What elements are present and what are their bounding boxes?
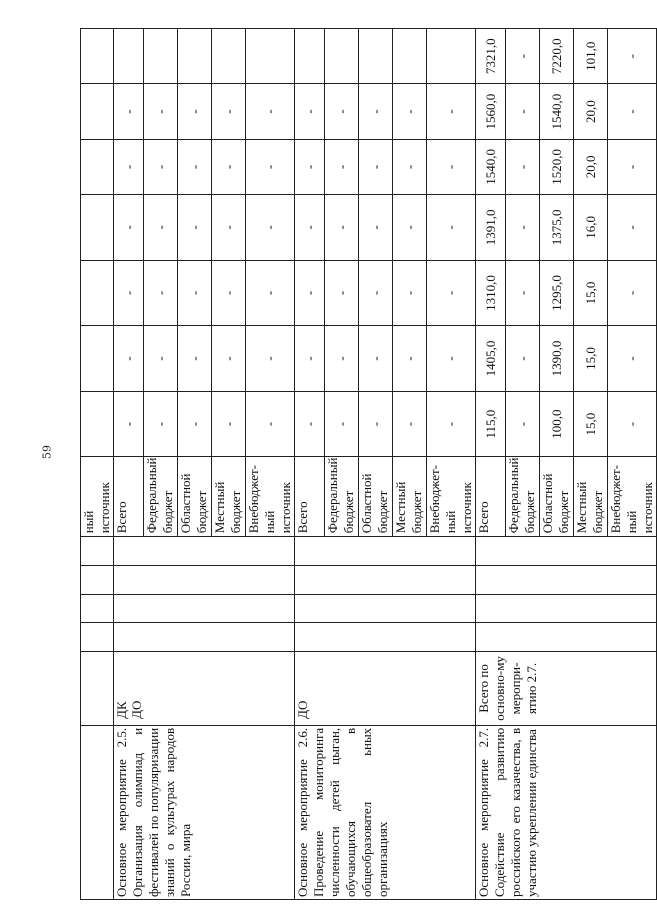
value-cell: -	[506, 260, 540, 326]
value-cell: 16,0	[574, 195, 608, 261]
rotated-table-container	[80, 28, 655, 900]
value-cell: -	[608, 84, 657, 139]
source-cell: Областной бюджет	[540, 457, 574, 537]
value-cell: -	[144, 139, 178, 194]
value-cell: -	[246, 326, 295, 392]
value-cell: -	[325, 139, 359, 194]
value-cell: 7321,0	[476, 29, 506, 84]
value-cell: -	[114, 84, 144, 139]
value-cell: -	[393, 195, 427, 261]
value-cell: -	[295, 326, 325, 392]
value-cell: -	[144, 391, 178, 457]
source-cell: Всего	[476, 457, 506, 537]
value-cell: 1310,0	[476, 260, 506, 326]
source-cell: Всего	[295, 457, 325, 537]
value-cell: -	[178, 139, 212, 194]
value-cell: -	[178, 326, 212, 392]
value-cell: -	[144, 326, 178, 392]
source-cell: Областной бюджет	[359, 457, 393, 537]
value-cell: -	[427, 260, 476, 326]
value-cell: -	[506, 29, 540, 84]
activity-cell: Основное мероприятие 2.5. Организация олимпиад и фестивалей по популяризации знаний о культурах народов России, мира	[114, 725, 295, 899]
value-cell: 20,0	[574, 139, 608, 194]
value-cell: -	[246, 260, 295, 326]
value-cell: -	[359, 391, 393, 457]
value-cell: -	[212, 260, 246, 326]
table-row	[476, 29, 506, 900]
value-cell: -	[608, 139, 657, 194]
responsible-cell: ДО	[295, 652, 476, 726]
value-cell: -	[178, 84, 212, 139]
source-cell: Федеральный бюджет	[144, 457, 178, 537]
value-cell: -	[393, 84, 427, 139]
value-cell: -	[506, 84, 540, 139]
value-cell: -	[359, 195, 393, 261]
source-cell: Местный бюджет	[574, 457, 608, 537]
value-cell: -	[144, 260, 178, 326]
value-cell: -	[144, 195, 178, 261]
table-row	[295, 29, 325, 900]
value-cell: 1540,0	[476, 139, 506, 194]
value-cell: -	[295, 84, 325, 139]
source-cell: Внебюджет-ный источник	[608, 457, 657, 537]
value-cell: -	[246, 195, 295, 261]
value-cell: -	[608, 260, 657, 326]
value-cell: -	[506, 391, 540, 457]
value-cell: -	[427, 139, 476, 194]
value-cell: 115,0	[476, 391, 506, 457]
source-cell: Местный бюджет	[212, 457, 246, 537]
value-cell: -	[295, 391, 325, 457]
value-cell: -	[393, 139, 427, 194]
value-cell: -	[506, 326, 540, 392]
value-cell: 1390,0	[540, 326, 574, 392]
value-cell: 7220,0	[540, 29, 574, 84]
value-cell: -	[295, 195, 325, 261]
value-cell: 100,0	[540, 391, 574, 457]
source-cell: Областной бюджет	[178, 457, 212, 537]
value-cell: -	[178, 195, 212, 261]
value-cell: -	[178, 391, 212, 457]
value-cell: -	[212, 139, 246, 194]
value-cell: -	[506, 139, 540, 194]
value-cell: -	[114, 391, 144, 457]
value-cell: -	[427, 84, 476, 139]
value-cell: -	[246, 391, 295, 457]
value-cell: -	[608, 391, 657, 457]
budget-table	[80, 28, 657, 900]
value-cell: -	[212, 326, 246, 392]
value-cell: -	[325, 260, 359, 326]
source-cell: Федеральный бюджет	[506, 457, 540, 537]
value-cell: -	[114, 260, 144, 326]
value-cell: -	[393, 391, 427, 457]
value-cell: -	[608, 195, 657, 261]
value-cell: 1405,0	[476, 326, 506, 392]
value-cell: -	[212, 391, 246, 457]
value-cell: -	[114, 195, 144, 261]
table-row	[114, 29, 144, 900]
value-cell: -	[144, 84, 178, 139]
activity-cell: Основное мероприятие 2.6. Проведение мониторинга численности детей цыган, обучающихся в общеобразовател ьных организациях	[295, 725, 476, 899]
value-cell: -	[325, 195, 359, 261]
value-cell: -	[427, 391, 476, 457]
value-cell: -	[359, 260, 393, 326]
value-cell: -	[246, 84, 295, 139]
value-cell: -	[427, 326, 476, 392]
source-cell: Всего	[114, 457, 144, 537]
value-cell: 15,0	[574, 391, 608, 457]
activity-cell: Основное мероприятие 2.7. Содействие развитию российского его казачества, в участию укреплении единства	[476, 725, 657, 899]
value-cell: -	[295, 139, 325, 194]
value-cell: -	[608, 29, 657, 84]
value-cell: -	[427, 195, 476, 261]
source-cell: Внебюджет-ный источник	[246, 457, 295, 537]
value-cell: 15,0	[574, 260, 608, 326]
value-cell: -	[359, 139, 393, 194]
value-cell: -	[359, 84, 393, 139]
value-cell: 1540,0	[540, 84, 574, 139]
value-cell: -	[114, 326, 144, 392]
value-cell: -	[325, 391, 359, 457]
value-cell: 101,0	[574, 29, 608, 84]
value-cell: -	[295, 260, 325, 326]
total-label-cell: Всего по основно-му меропри-ятию 2.7.	[476, 652, 657, 726]
value-cell: 1295,0	[540, 260, 574, 326]
value-cell: 20,0	[574, 84, 608, 139]
value-cell: -	[178, 260, 212, 326]
value-cell: -	[325, 84, 359, 139]
value-cell: 1520,0	[540, 139, 574, 194]
responsible-cell: ДК ДО	[114, 652, 295, 726]
value-cell: -	[393, 326, 427, 392]
value-cell: -	[246, 139, 295, 194]
value-cell: 1391,0	[476, 195, 506, 261]
value-cell: -	[393, 260, 427, 326]
value-cell: -	[114, 139, 144, 194]
page-number: 59	[40, 445, 54, 459]
value-cell: -	[212, 84, 246, 139]
value-cell: -	[359, 326, 393, 392]
value-cell: 1560,0	[476, 84, 506, 139]
value-cell: -	[608, 326, 657, 392]
value-cell: 1375,0	[540, 195, 574, 261]
value-cell: -	[325, 326, 359, 392]
value-cell: -	[506, 195, 540, 261]
source-cell: Федеральный бюджет	[325, 457, 359, 537]
value-cell: -	[212, 195, 246, 261]
source-cell: Местный бюджет	[393, 457, 427, 537]
source-cell: Внебюджет-ный источник	[427, 457, 476, 537]
value-cell: 15,0	[574, 326, 608, 392]
source-cell: ный источник	[81, 457, 114, 537]
table-row	[81, 29, 114, 900]
